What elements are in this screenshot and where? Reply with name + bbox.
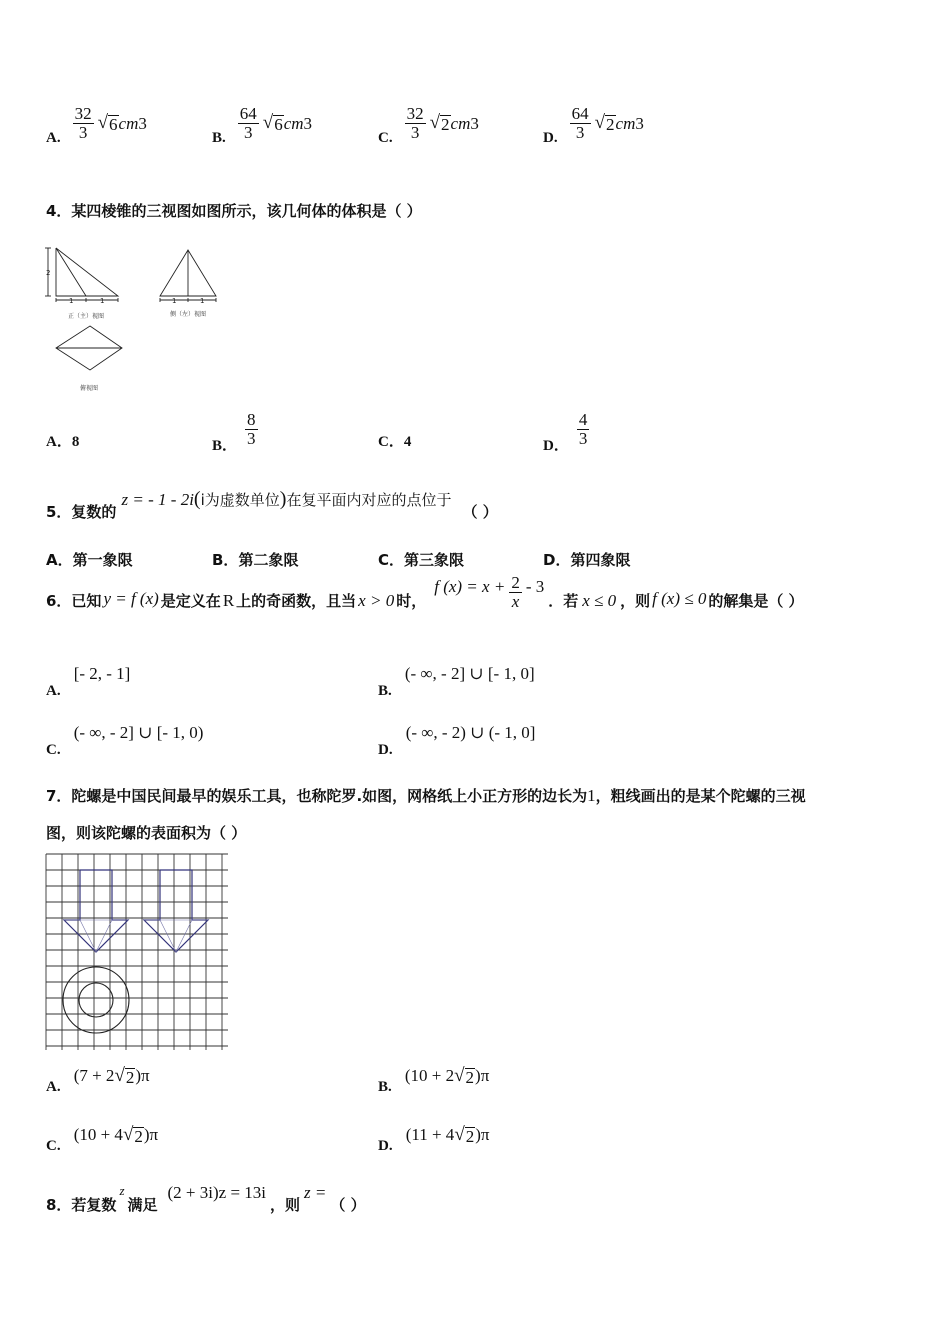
q8-stem (46, 1182, 366, 1214)
q8-variable: z (119, 1182, 125, 1198)
unit: cm (615, 113, 636, 133)
q5-option-b (212, 549, 298, 570)
q6-formula: f (x) ≤ 0 (652, 588, 707, 608)
option-formula: (- ∞, - 2] ∪ [- 1, 0) (73, 723, 204, 742)
top-view-caption: 俯视图 (80, 385, 99, 392)
unit: cm (283, 113, 304, 133)
fraction: $\frac{2}{x}$ (511, 573, 520, 611)
q8-text: ，则 (270, 1196, 301, 1214)
q7-stem-line2: 图，则该陀螺的表面积为（ ） (46, 824, 247, 842)
q5-option-a (46, 549, 133, 570)
q6-text: 是定义在 (160, 592, 221, 610)
q6-text: 的解集是（ ） (708, 592, 804, 610)
front-view-guides (64, 920, 128, 952)
q3-option-b (212, 100, 312, 147)
q8-equation: (2 + 3i)z = 13i (167, 1182, 267, 1202)
q7-text: ，粗线画出的是某个陀螺的三视 (595, 787, 806, 805)
sqrt: √ 2 (429, 112, 450, 134)
q4-option-c (378, 430, 411, 451)
q8-variable: z = (304, 1182, 327, 1202)
q3-option-a (46, 100, 147, 147)
q4-option-b (212, 404, 258, 455)
option-text: 第四象限 (570, 551, 631, 569)
exponent: 3 (303, 113, 313, 133)
option-formula: )π (135, 1066, 150, 1085)
q3-option-d (543, 100, 644, 147)
side-view (144, 870, 208, 952)
sqrt: √ 2 (454, 1065, 475, 1087)
side-view (160, 250, 216, 302)
option-formula: (11 + 4 (405, 1125, 455, 1144)
unit: cm (450, 113, 471, 133)
q7-number: 1 (587, 786, 596, 805)
exponent: 3 (138, 113, 147, 133)
option-label: A. (46, 1079, 61, 1095)
option-text: 第一象限 (72, 551, 133, 569)
front-view (64, 870, 128, 952)
q4-three-view-figure (40, 240, 240, 400)
q5-prefix: 5．复数的 (46, 503, 117, 521)
option-value: 8 (71, 434, 80, 450)
q6-text: ，则 (620, 592, 651, 610)
sqrt: √ 2 (594, 112, 615, 134)
q6-set-r: R (222, 590, 235, 610)
side-view-caption: 侧（左）视图 (170, 311, 207, 318)
option-label: D. (378, 742, 393, 758)
option-label: A． (46, 434, 72, 450)
option-label: A. (46, 683, 61, 699)
unit: cm (118, 113, 139, 133)
q8-text: 满足 (127, 1196, 158, 1214)
q6-formula: - 3 (525, 576, 545, 596)
q7-stem-line1 (46, 785, 806, 806)
option-formula: [- 2, - 1] (73, 664, 131, 683)
q5-stem: 5．复数的 z = - 1 - 2i(i为虚数单位)在复平面内对应的点位于 （ ） (46, 488, 498, 521)
dim-2-label: 2 (46, 269, 51, 277)
q7-grid-figure (44, 852, 232, 1054)
q4-option-d (543, 404, 589, 455)
option-formula: )π (143, 1125, 159, 1144)
sqrt: √ 6 (262, 112, 283, 134)
front-view-caption: 正（主）视图 (68, 313, 105, 320)
q5-option-c (378, 549, 464, 570)
q6-formula: x > 0 (358, 590, 395, 610)
fraction: $\frac{8}{3}$ (247, 410, 256, 448)
option-label: B. (378, 1079, 392, 1095)
option-label: B. (378, 683, 392, 699)
q6-text: ．若 (548, 592, 579, 610)
q7-text: 7．陀螺是中国民间最早的娱乐工具，也称陀罗.如图，网格纸上小正方形的边长为 (46, 787, 588, 805)
q6-text: 时， (396, 592, 427, 610)
option-label: A. (46, 130, 61, 146)
q7-option-b (378, 1065, 490, 1095)
q5-paren-text: i为虚数单位 (200, 491, 280, 509)
option-label: C． (378, 434, 404, 450)
fraction: $\frac{32}{3}$ (74, 104, 92, 142)
option-label: C. (46, 1138, 61, 1154)
option-label: D． (543, 438, 569, 454)
option-formula: (7 + 2 (73, 1066, 115, 1085)
sqrt: √ 2 (122, 1124, 143, 1146)
q7-option-c (46, 1124, 159, 1154)
q8-blank: （ ） (330, 1196, 366, 1214)
option-formula: (10 + 2 (404, 1066, 455, 1085)
q8-text: 8．若复数 (46, 1196, 117, 1214)
option-label: C. (378, 130, 393, 146)
option-label: D． (543, 551, 571, 569)
option-formula: )π (475, 1125, 490, 1144)
front-view (45, 248, 118, 302)
option-value: 4 (403, 434, 412, 450)
q6-text: 上的奇函数，且当 (236, 592, 357, 610)
dim-1-label: 1 (100, 297, 105, 305)
sqrt: √ 2 (454, 1124, 475, 1146)
q6-formula: y = f (x) (103, 588, 159, 608)
sqrt: √ 2 (114, 1065, 135, 1087)
grid-lines (46, 854, 228, 1050)
top-view (56, 326, 122, 370)
dim-1-label: 1 (69, 297, 74, 305)
option-label: B． (212, 551, 239, 569)
option-label: D. (543, 130, 558, 146)
option-label: B. (212, 130, 226, 146)
dim-1-label: 1 (172, 297, 177, 305)
option-formula: )π (475, 1066, 490, 1085)
exponent: 3 (635, 113, 644, 133)
q5-suffix: 在复平面内对应的点位于 (286, 491, 452, 509)
q5-blank: （ ） (462, 503, 498, 521)
exponent: 3 (470, 113, 479, 133)
option-label: C. (46, 742, 61, 758)
q3-option-c (378, 100, 479, 147)
q5-option-d (543, 549, 630, 570)
option-label: C． (378, 551, 405, 569)
q6-option-d (378, 723, 536, 758)
fraction: $\frac{4}{3}$ (578, 410, 588, 448)
option-label: B． (212, 438, 238, 454)
q4-stem: 4．某四棱锥的三视图如图所示，该几何体的体积是（ ） (46, 202, 422, 220)
option-formula: (- ∞, - 2) ∪ (- 1, 0] (405, 723, 536, 742)
option-formula: (- ∞, - 2] ∪ [- 1, 0] (404, 664, 535, 683)
q6-formula: f (x) = x + (434, 576, 506, 596)
q7-option-d (378, 1124, 490, 1154)
sqrt: √ 6 (97, 112, 118, 134)
option-formula: (10 + 4 (73, 1125, 123, 1144)
top-view (63, 967, 129, 1033)
q5-formula: z = - 1 - 2i (121, 490, 194, 509)
q6-option-b (378, 664, 535, 699)
q6-option-c (46, 723, 204, 758)
option-text: 第二象限 (238, 551, 299, 569)
q6-stem (46, 573, 804, 619)
fraction: $\frac{32}{3}$ (406, 104, 424, 142)
side-view-guides (144, 920, 208, 952)
q6-option-a (46, 664, 131, 699)
option-label: A． (46, 551, 73, 569)
q7-option-a (46, 1065, 150, 1095)
option-text: 第三象限 (404, 551, 465, 569)
option-label: D. (378, 1138, 393, 1154)
q4-option-a (46, 430, 79, 451)
dim-1-label: 1 (200, 297, 205, 305)
fraction: $\frac{64}{3}$ (239, 104, 257, 142)
q6-formula: x ≤ 0 (582, 590, 617, 610)
q6-text: 6．已知 (46, 592, 102, 610)
fraction: $\frac{64}{3}$ (571, 104, 589, 142)
